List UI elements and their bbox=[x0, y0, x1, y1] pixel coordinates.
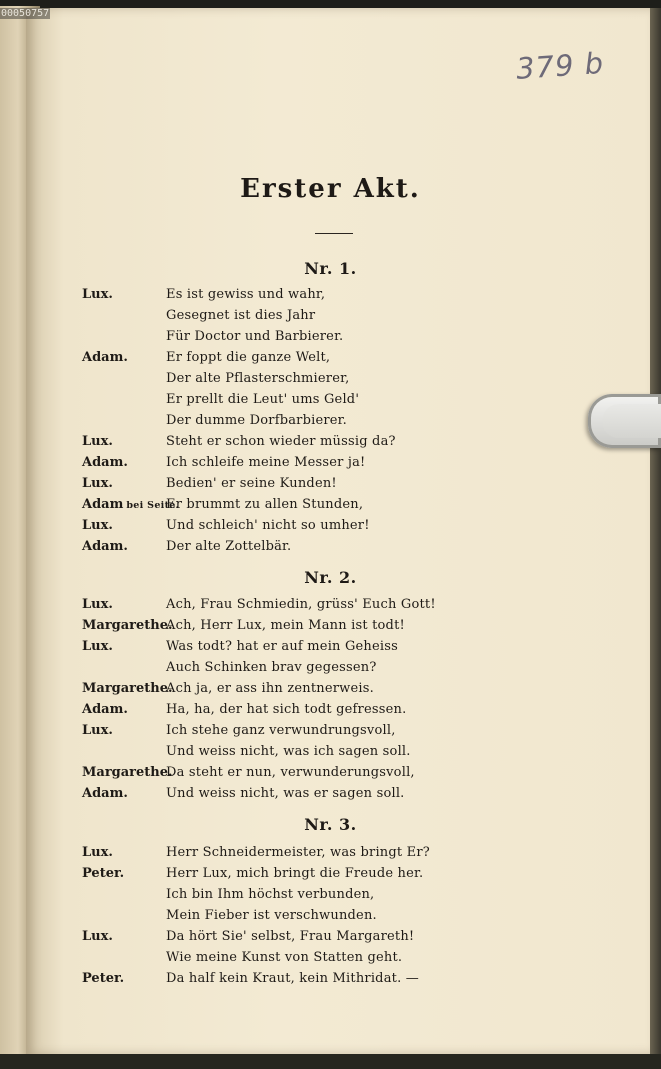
speaker-label: Lux. bbox=[82, 723, 113, 738]
speaker-label: Lux. bbox=[82, 476, 113, 491]
verse-text: Gesegnet ist dies Jahr bbox=[166, 308, 316, 323]
verse-text: Und weiss nicht, was ich sagen soll. bbox=[166, 744, 411, 759]
speaker-label: Lux. bbox=[82, 518, 113, 533]
speaker-name bbox=[82, 539, 128, 554]
act-title: Erster Akt. bbox=[240, 174, 421, 204]
speaker-label: Margarethe. bbox=[82, 618, 173, 633]
verse-text: Und weiss nicht, was er sagen soll. bbox=[166, 786, 405, 801]
verse-line bbox=[0, 681, 661, 702]
speaker-label: Lux. bbox=[82, 929, 113, 944]
verse-line bbox=[0, 308, 661, 329]
speaker-name bbox=[82, 455, 128, 470]
verse-text: Herr Schneidermeister, was bringt Er? bbox=[166, 845, 430, 860]
verse-text: Der alte Zottelbär. bbox=[166, 539, 292, 554]
speaker-name bbox=[82, 597, 113, 612]
verse-line bbox=[0, 723, 661, 744]
verse-line bbox=[0, 639, 661, 660]
verse-line bbox=[0, 518, 661, 539]
verse-line bbox=[0, 929, 661, 950]
verse-text: Da hört Sie' selbst, Frau Margareth! bbox=[166, 929, 415, 944]
section-number: Nr. 1. bbox=[304, 259, 357, 278]
verse-line bbox=[0, 455, 661, 476]
verse-line bbox=[0, 660, 661, 681]
verse-text: Was todt? hat er auf mein Geheiss bbox=[166, 639, 398, 654]
speaker-name bbox=[82, 786, 128, 801]
speaker-name bbox=[82, 618, 173, 633]
speaker-label: Adam. bbox=[82, 702, 128, 717]
verse-line bbox=[0, 392, 661, 413]
verse-line bbox=[0, 597, 661, 618]
speaker-name bbox=[82, 723, 113, 738]
verse-text: Er foppt die ganze Welt, bbox=[166, 350, 331, 365]
verse-line bbox=[0, 866, 661, 887]
title-divider bbox=[315, 233, 353, 234]
speaker-label: Peter. bbox=[82, 866, 125, 881]
verse-line bbox=[0, 887, 661, 908]
speaker-label: Margarethe. bbox=[82, 681, 173, 696]
speaker-label: Lux. bbox=[82, 287, 113, 302]
speaker-name bbox=[82, 765, 173, 780]
speaker-name bbox=[82, 639, 113, 654]
speaker-label: Lux. bbox=[82, 434, 113, 449]
speaker-name bbox=[82, 476, 113, 491]
verse-line bbox=[0, 434, 661, 455]
verse-line bbox=[0, 950, 661, 971]
verse-text: Da half kein Kraut, kein Mithridat. — bbox=[166, 971, 419, 986]
verse-text: Der alte Pflasterschmierer, bbox=[166, 371, 350, 386]
speaker-name bbox=[82, 971, 124, 986]
speaker-name bbox=[82, 518, 113, 533]
speaker-name bbox=[82, 702, 128, 717]
verse-line bbox=[0, 786, 661, 807]
speaker-name bbox=[82, 845, 113, 860]
speaker-name bbox=[82, 866, 124, 881]
verse-text: Und schleich' nicht so umher! bbox=[166, 518, 370, 533]
speaker-name bbox=[82, 350, 128, 365]
verse-text: Ich bin Ihm höchst verbunden, bbox=[166, 887, 375, 902]
speaker-label: Adam. bbox=[82, 786, 128, 801]
speaker-name bbox=[82, 434, 113, 449]
verse-text: Steht er schon wieder müssig da? bbox=[166, 434, 396, 449]
verse-line bbox=[0, 744, 661, 765]
speaker-label: Lux. bbox=[82, 845, 113, 860]
verse-text: Auch Schinken brav gegessen? bbox=[166, 660, 377, 675]
verse-line bbox=[0, 618, 661, 639]
verse-text: Da steht er nun, verwunderungsvoll, bbox=[166, 765, 415, 780]
verse-text: Er prellt die Leut' ums Geld' bbox=[166, 392, 360, 407]
speaker-name bbox=[82, 287, 113, 302]
speaker-label: Adam. bbox=[82, 455, 128, 470]
verse-text: Ach ja, er ass ihn zentnerweis. bbox=[166, 681, 374, 696]
verse-line bbox=[0, 350, 661, 371]
verse-text: Ach, Frau Schmiedin, grüss' Euch Gott! bbox=[166, 597, 436, 612]
verse-text: Er brummt zu allen Stunden, bbox=[166, 497, 364, 512]
section-number: Nr. 3. bbox=[304, 815, 357, 834]
stage-direction: bei Seite. bbox=[126, 500, 180, 511]
verse-text: Ich stehe ganz verwundrungsvoll, bbox=[166, 723, 396, 738]
verse-text: Ich schleife meine Messer ja! bbox=[166, 455, 366, 470]
verse-line bbox=[0, 497, 661, 518]
speaker-label: Lux. bbox=[82, 639, 113, 654]
verse-text: Ha, ha, der hat sich todt gefressen. bbox=[166, 702, 407, 717]
verse-line bbox=[0, 476, 661, 497]
verse-text: Bedien' er seine Kunden! bbox=[166, 476, 337, 491]
section-number: Nr. 2. bbox=[304, 568, 357, 587]
speaker-name bbox=[82, 681, 173, 696]
verse-text: Der dumme Dorfbarbierer. bbox=[166, 413, 347, 428]
verse-line bbox=[0, 845, 661, 866]
verse-line bbox=[0, 971, 661, 992]
verse-line bbox=[0, 287, 661, 308]
speaker-name bbox=[82, 929, 113, 944]
speaker-label: Peter. bbox=[82, 971, 125, 986]
handwritten-shelfmark: 379 b bbox=[515, 45, 606, 86]
verse-text: Wie meine Kunst von Statten geht. bbox=[166, 950, 403, 965]
verse-text: Mein Fieber ist verschwunden. bbox=[166, 908, 377, 923]
verse-text: Für Doctor und Barbierer. bbox=[166, 329, 344, 344]
scanner-bottom-edge bbox=[0, 1054, 661, 1069]
verse-line bbox=[0, 702, 661, 723]
speaker-label: Adam bbox=[82, 497, 124, 512]
verse-line bbox=[0, 539, 661, 560]
speaker-label: Adam. bbox=[82, 350, 128, 365]
speaker-label: Adam. bbox=[82, 539, 128, 554]
verse-line bbox=[0, 329, 661, 350]
verse-text: Es ist gewiss und wahr, bbox=[166, 287, 326, 302]
verse-line bbox=[0, 371, 661, 392]
verse-line bbox=[0, 765, 661, 786]
scan-id-label: 00050757 bbox=[1, 8, 50, 19]
speaker-name bbox=[82, 497, 179, 512]
verse-line bbox=[0, 908, 661, 929]
verse-text: Ach, Herr Lux, mein Mann ist todt! bbox=[166, 618, 405, 633]
verse-line bbox=[0, 413, 661, 434]
verse-text: Herr Lux, mich bringt die Freude her. bbox=[166, 866, 424, 881]
speaker-label: Lux. bbox=[82, 597, 113, 612]
speaker-label: Margarethe. bbox=[82, 765, 173, 780]
